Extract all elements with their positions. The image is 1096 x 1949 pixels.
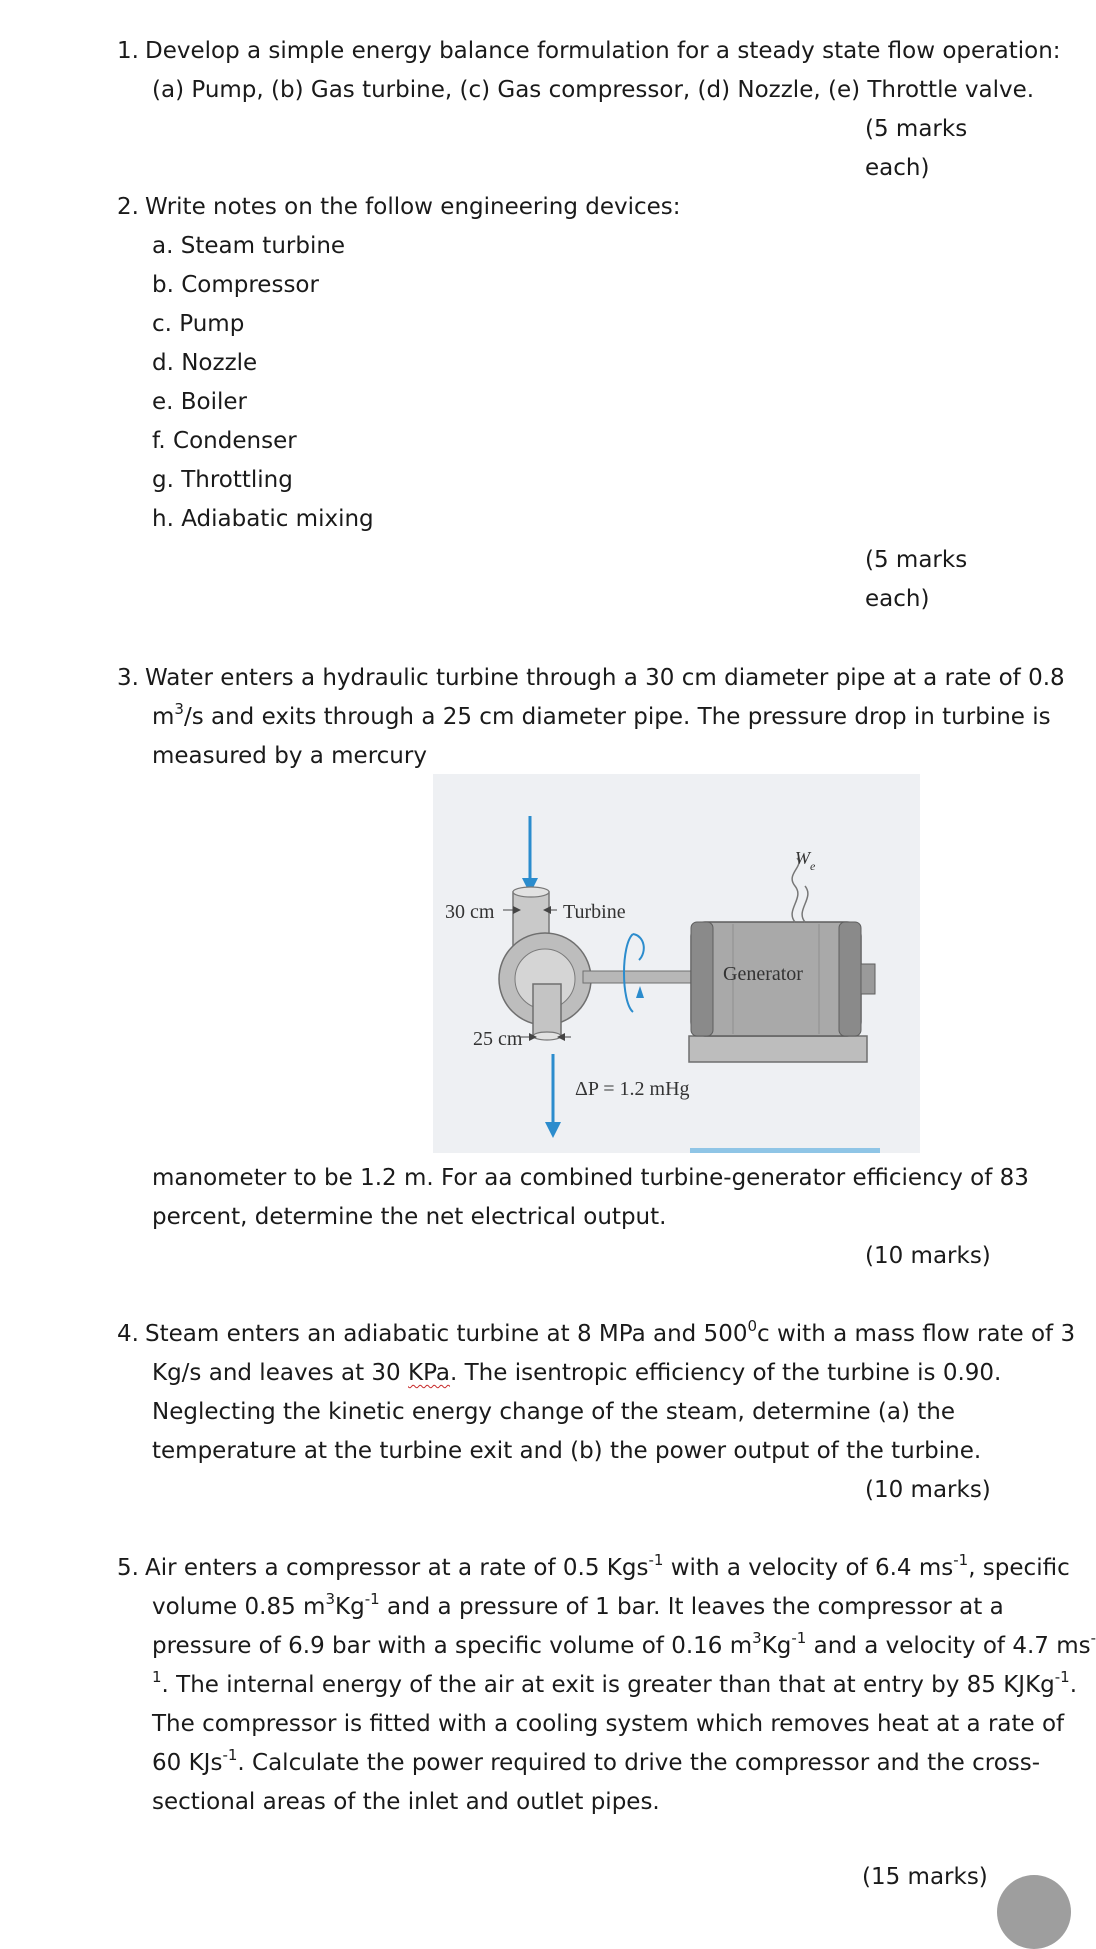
q3-line-2: $m^3/s$ and exits through a 25 cm diameter pipe. The pressure drop in turbine is [152,700,1051,730]
q3-marks: (10 marks) [865,1243,991,1269]
q4-marks: (10 marks) [865,1477,991,1503]
turbine-diagram [433,774,920,1153]
q2-item: g. Throttling [152,467,293,493]
q3-number: 3. [117,665,139,691]
q2-item: f. Condenser [152,428,297,454]
outlet-arrowhead [545,1122,561,1138]
q4-line-3: Neglecting the kinetic energy change of the steam, determine (a) the [152,1399,956,1425]
q5-marks: (15 marks) [862,1864,988,1890]
q5-line-5: The compressor is fitted with a cooling system which removes heat at a rate of [152,1711,1065,1737]
q2-number: 2. [117,194,139,220]
q1-line-1: 1. Develop a simple energy balance formulation for a steady state flow operation: [117,38,1061,64]
q5-number: 5. [117,1555,139,1581]
q5-line-2: volume 0.85 $m^3Kg^{-1}$ and a pressure of 1 bar. It leaves the compressor at a [152,1590,1004,1620]
q3-line-5: percent, determine the net electrical output. [152,1204,667,1230]
q5-line-4: $^1$. The internal energy of the air at exit is greater than that at entry by 85 KJKg$^{-1}$. [152,1668,1078,1698]
spellcheck-flagged-word: KPa [408,1360,451,1386]
floating-scroll-button[interactable] [997,1875,1071,1949]
q5-line-6: 60 KJs$^{-1}$. Calculate the power required to drive the compressor and the cross- [152,1746,1041,1776]
label-we: W [795,848,810,868]
outlet-pipe [533,984,561,1036]
q3-line-4: manometer to be 1.2 m. For aa combined turbine-generator efficiency of 83 [152,1165,1029,1191]
q4-line-2: Kg/s and leaves at 30 KPa. The isentropic efficiency of the turbine is 0.90. [152,1360,1002,1386]
label-pressure-drop: ΔP = 1.2 mHg [575,1078,690,1100]
q4-number: 4. [117,1321,139,1347]
label-30cm: 30 cm [445,901,495,923]
label-generator: Generator [723,963,803,985]
q2-line-1: 2. Write notes on the follow engineering devices: [117,194,681,220]
q2-marks: (5 marks [865,547,968,573]
q2-marks-each: each) [865,586,930,612]
label-25cm: 25 cm [473,1028,523,1050]
q2-item: e. Boiler [152,389,248,415]
label-we-subscript: e [810,859,816,873]
q4-line-1: 4. Steam enters an adiabatic turbine at 8 MPa and $500^0c$ with a mass flow rate of 3 [117,1317,1076,1347]
q2-item: b. Compressor [152,272,319,298]
generator-base [689,1036,867,1062]
q2-item: h. Adiabatic mixing [152,506,374,532]
q5-line-3: pressure of 6.9 bar with a specific volume of 0.16 $m^3Kg^{-1}$ and a velocity of 4.7 ms- [152,1629,1096,1659]
q5-line-1: 5. Air enters a compressor at a rate of 0.5 Kgs$^{-1}$ with a velocity of 6.4 $ms^{-1}$, specific [117,1551,1070,1581]
q2-item: a. Steam turbine [152,233,346,259]
q3-line-1: 3. Water enters a hydraulic turbine through a 30 cm diameter pipe at a rate of 0.8 [117,665,1065,691]
cropped-caption [690,1148,880,1153]
q3-line-3: measured by a mercury [152,743,427,769]
q5-line-7: sectional areas of the inlet and outlet pipes. [152,1789,660,1815]
q1-number: 1. [117,38,139,64]
q2-item: d. Nozzle [152,350,258,376]
q1-line-2: (a) Pump, (b) Gas turbine, (c) Gas compressor, (d) Nozzle, (e) Throttle valve. [152,77,1035,103]
q2-item: c. Pump [152,311,245,337]
shaft [583,971,693,983]
q1-marks-each: each) [865,155,930,181]
q1-marks: (5 marks [865,116,968,142]
turbine-generator-figure [433,774,920,1153]
q4-line-4: temperature at the turbine exit and (b) the power output of the turbine. [152,1438,982,1464]
label-turbine: Turbine [563,901,626,923]
